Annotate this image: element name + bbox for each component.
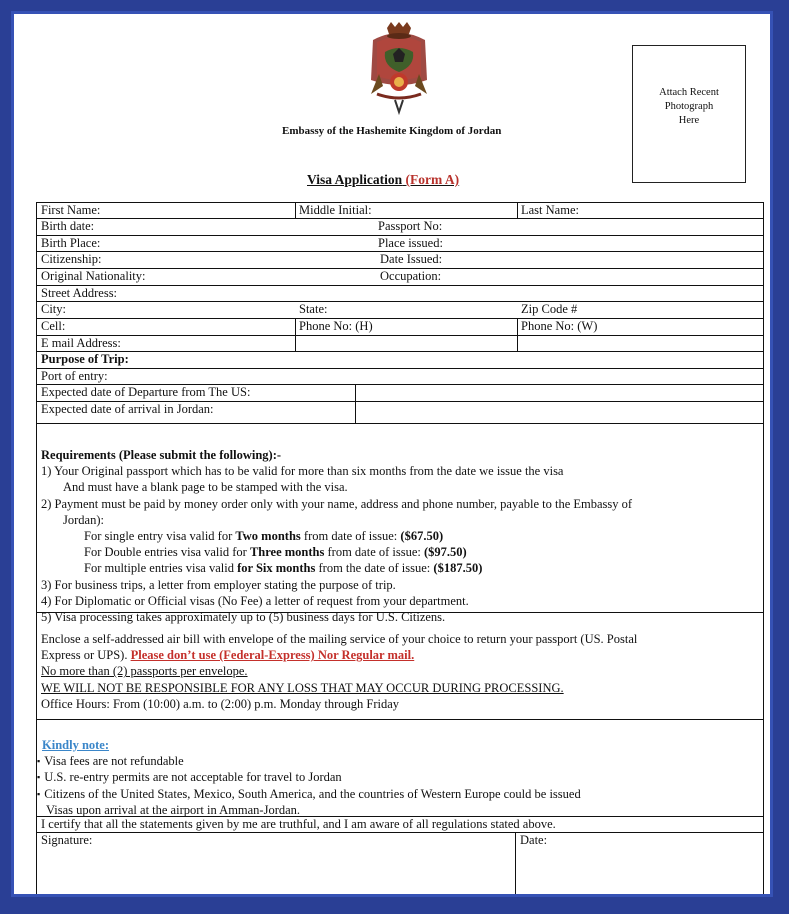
home-phone-field[interactable]: Phone No: (H) [299, 319, 373, 333]
original-nationality-field[interactable]: Original Nationality: [41, 269, 146, 283]
city-field[interactable]: City: [41, 302, 67, 316]
requirement-item-continued: And must have a blank page to be stamped with the visa. [63, 480, 348, 495]
requirement-item: 5) Visa processing takes approximately up to (5) business days for U.S. Citizens. [41, 610, 446, 625]
requirement-item: 3) For business trips, a letter from employer stating the purpose of trip. [41, 577, 396, 592]
passport-no-field[interactable]: Passport No: [378, 219, 443, 233]
requirement-item: 4) For Diplomatic or Official visas (No Fee) a letter of request from your department. [41, 593, 469, 608]
street-address-field[interactable]: Street Address: [41, 286, 118, 300]
birth-place-field[interactable]: Birth Place: [41, 236, 101, 250]
zip-code-field[interactable]: Zip Code # [521, 302, 578, 316]
requirements-section [36, 423, 764, 625]
signature-field[interactable]: Signature: [41, 833, 93, 847]
notes-title: Kindly note: [42, 738, 110, 752]
applicant-details-grid [36, 202, 764, 424]
requirement-item-continued: Jordan): [63, 512, 104, 527]
port-of-entry-field[interactable]: Port of entry: [41, 369, 108, 383]
place-issued-field[interactable]: Place issued: [378, 236, 443, 250]
middle-initial-field[interactable]: Middle Initial: [299, 203, 372, 217]
birth-date-field[interactable]: Birth date: [41, 219, 95, 233]
requirement-item: 2) Payment must be paid by money order only with your name, address and phone number, payable to the Embassy of [41, 496, 633, 511]
form-title-main: Visa Application [307, 172, 403, 187]
note-item: ▪ Citizens of the United States, Mexico, South America, and the countries of Western Europe could be issued [40, 787, 581, 804]
office-hours: Office Hours: From (10:00) a.m. to (2:00) p.m. Monday through Friday [41, 696, 400, 711]
certification-section [36, 816, 764, 897]
certification-statement: I certify that all the statements given by me are truthful, and I am aware of all regulations stated above. [41, 817, 556, 831]
form-title [307, 172, 459, 188]
state-field[interactable]: State: [299, 302, 328, 316]
passport-limit-note: No more than (2) passports per envelope. [41, 664, 248, 679]
photo-box-line: Attach Recent [659, 87, 719, 98]
occupation-field[interactable]: Occupation: [380, 269, 442, 283]
citizenship-field[interactable]: Citizenship: [41, 252, 102, 266]
document-page [11, 11, 773, 897]
mailing-instructions-section [36, 612, 764, 720]
coat-of-arms-emblem [355, 22, 443, 117]
note-item: ▪ Visa fees are not refundable [40, 754, 581, 771]
note-item-continued: Visas upon arrival at the airport in Amman-Jordan. [46, 803, 301, 818]
date-field[interactable]: Date: [520, 833, 548, 847]
courier-warning: Please don’t use (Federal-Express) Nor Regular mail. [130, 648, 415, 663]
first-name-field[interactable]: First Name: [41, 203, 101, 217]
liability-disclaimer: WE WILL NOT BE RESPONSIBLE FOR ANY LOSS THAT MAY OCCUR DURING PROCESSING. [41, 680, 564, 695]
departure-date-field[interactable]: Expected date of Departure from The US: [41, 385, 251, 399]
embassy-name: Embassy of the Hashemite Kingdom of Jordan [282, 125, 502, 137]
fee-line-double: For Double entries visa valid for Three months from date of issue: ($97.50) [84, 545, 467, 560]
photo-box-line: Photograph [664, 101, 714, 112]
purpose-of-trip-field[interactable]: Purpose of Trip: [41, 352, 129, 366]
email-field[interactable]: E mail Address: [41, 336, 121, 350]
fee-line-single: For single entry visa valid for Two months from date of issue: ($67.50) [84, 529, 444, 544]
fee-line-multiple: For multiple entries visa valid for Six months from the date of issue: ($187.50) [84, 561, 483, 576]
requirement-item: 1) Your Original passport which has to be valid for more than six months from the date we issue the visa [41, 464, 564, 479]
mailing-instruction-line: Enclose a self-addressed air bill with envelope of the mailing service of your choice to return your passport (US. Postal [41, 632, 638, 646]
work-phone-field[interactable]: Phone No: (W) [521, 319, 598, 333]
photo-attachment-box [632, 45, 746, 183]
note-item: ▪ U.S. re-entry permits are not acceptable for travel to Jordan [40, 770, 581, 787]
mailing-instruction-line: Express or UPS). Please don’t use (Federal-Express) Nor Regular mail. [41, 648, 415, 663]
arrival-date-field[interactable]: Expected date of arrival in Jordan: [41, 402, 214, 416]
notes-section [36, 719, 764, 817]
cell-field[interactable]: Cell: [41, 319, 66, 333]
date-issued-field[interactable]: Date Issued: [380, 252, 443, 266]
last-name-field[interactable]: Last Name: [521, 203, 579, 217]
photo-box-line: Here [678, 115, 700, 126]
requirements-heading: Requirements (Please submit the following):- [41, 448, 282, 462]
form-title-code: (Form A) [405, 172, 460, 187]
